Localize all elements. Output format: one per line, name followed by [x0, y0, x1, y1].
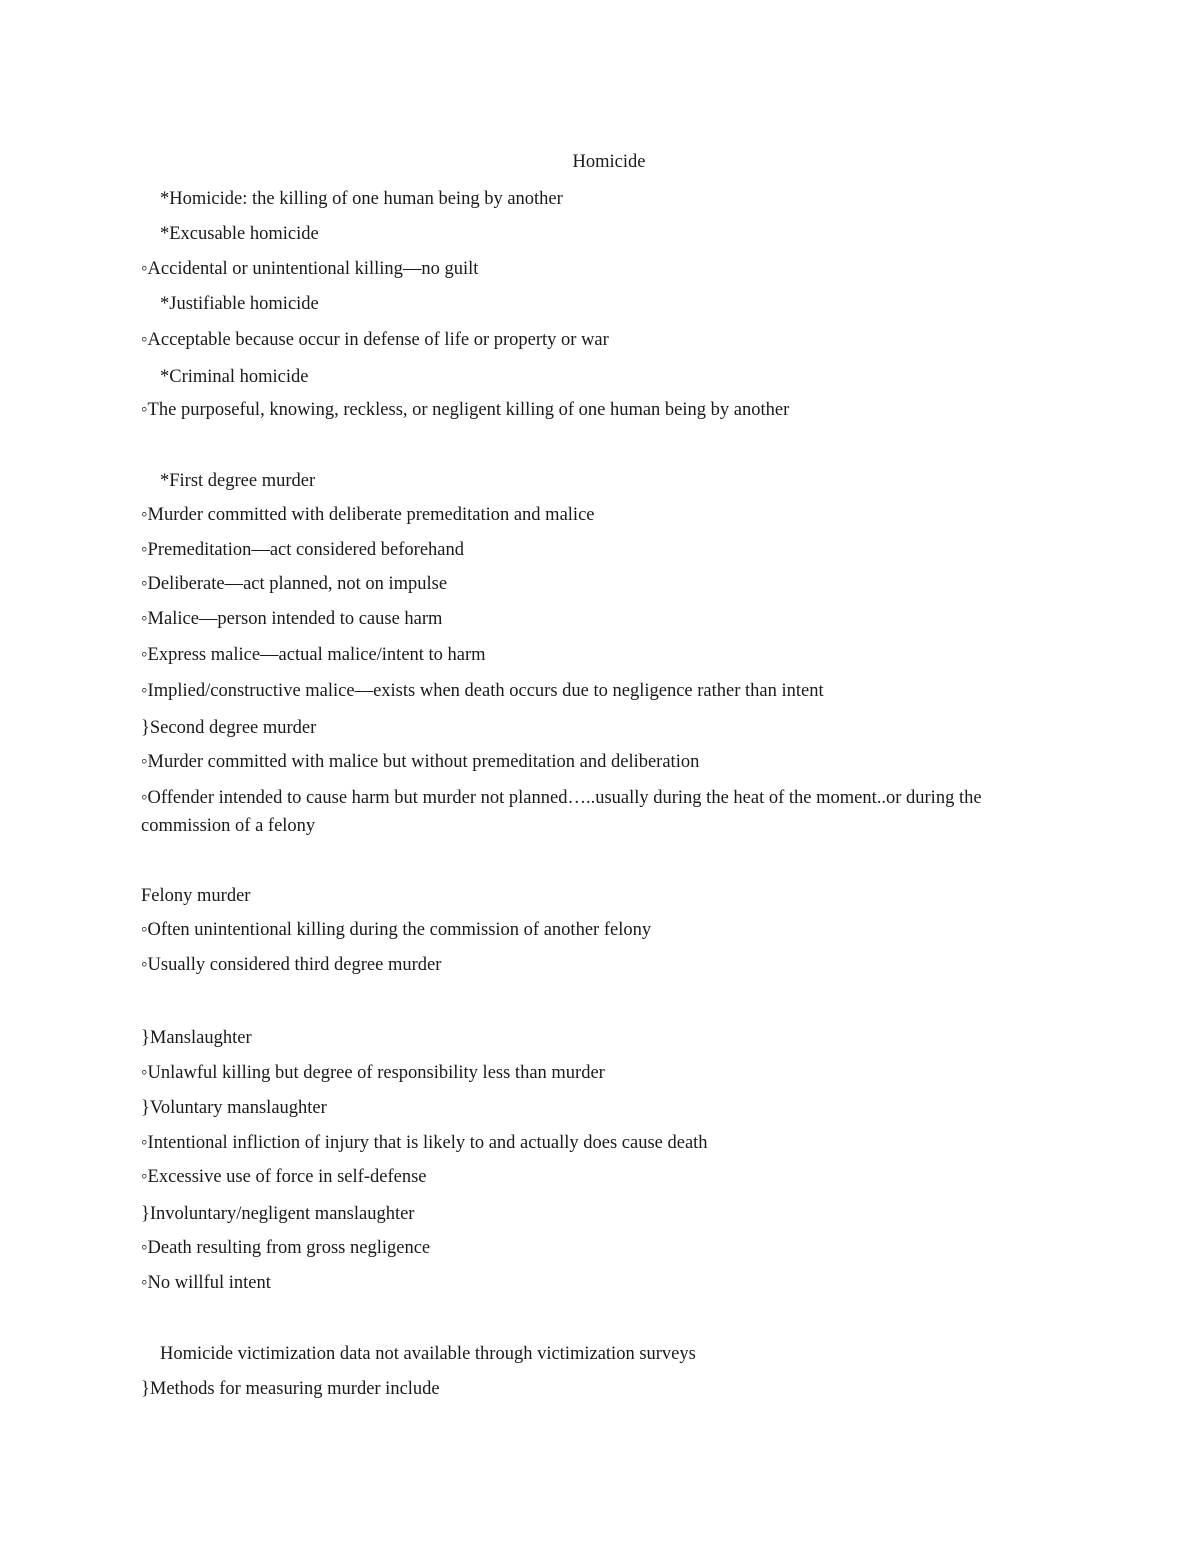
text-line: *Homicide: the killing of one human being by another: [160, 189, 563, 209]
text-line: }Second degree murder: [141, 718, 317, 738]
text-line: ◦No willful intent: [141, 1273, 271, 1293]
text-line: }Voluntary manslaughter: [141, 1098, 327, 1118]
text-line: }Methods for measuring murder include: [141, 1379, 440, 1399]
text-line: ◦Excessive use of force in self-defense: [141, 1167, 427, 1187]
text-line: ◦Accidental or unintentional killing—no guilt: [141, 259, 479, 279]
text-line: Homicide victimization data not available through victimization surveys: [160, 1344, 696, 1364]
text-line: ◦Unlawful killing but degree of responsibility less than murder: [141, 1063, 605, 1083]
text-line: ◦Usually considered third degree murder: [141, 955, 442, 975]
document-title: Homicide: [572, 152, 646, 172]
text-line: *Criminal homicide: [160, 367, 309, 387]
text-line: *Excusable homicide: [160, 224, 319, 244]
text-line: ◦Deliberate—act planned, not on impulse: [141, 574, 448, 594]
text-line: ◦Malice—person intended to cause harm: [141, 609, 443, 629]
text-line: }Involuntary/negligent manslaughter: [141, 1204, 415, 1224]
text-line: ◦Express malice—actual malice/intent to harm: [141, 645, 486, 665]
text-line: ◦Intentional infliction of injury that is likely to and actually does cause death: [141, 1133, 708, 1153]
text-line: }Manslaughter: [141, 1028, 252, 1048]
text-line: ◦Implied/constructive malice—exists when death occurs due to negligence rather than intent: [141, 681, 824, 701]
text-line: ◦Premeditation—act considered beforehand: [141, 540, 464, 560]
text-line: ◦Often unintentional killing during the commission of another felony: [141, 920, 652, 940]
text-line: ◦Acceptable because occur in defense of life or property or war: [141, 330, 609, 350]
text-line: ◦The purposeful, knowing, reckless, or negligent killing of one human being by another: [141, 400, 790, 420]
text-line: Felony murder: [141, 886, 251, 906]
text-line: ◦Murder committed with malice but without premeditation and deliberation: [141, 752, 700, 772]
text-line: ◦Murder committed with deliberate premeditation and malice: [141, 505, 595, 525]
text-line: ◦Offender intended to cause harm but murder not planned…..usually during the heat of the moment..or during the commission of a felony: [141, 788, 982, 836]
text-line: ◦Death resulting from gross negligence: [141, 1238, 431, 1258]
text-line: *First degree murder: [160, 471, 316, 491]
text-line: *Justifiable homicide: [160, 294, 319, 314]
